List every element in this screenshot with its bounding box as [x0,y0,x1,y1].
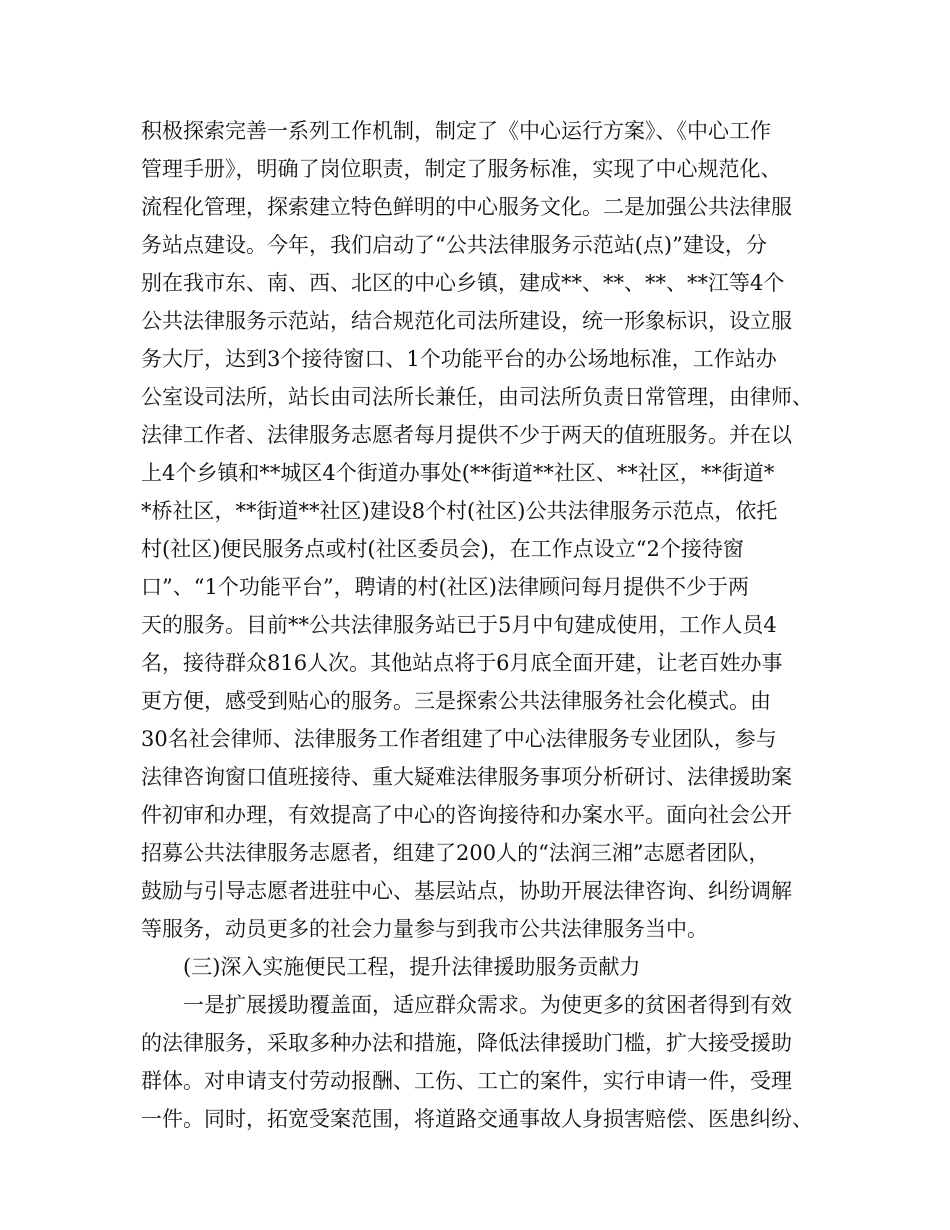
text-line: 务站点建设。今年，我们启动了“公共法律服务示范站(点)”建设，分 [141,233,767,257]
text-line: 群体。对申请支付劳动报酬、工伤、工亡的案件，实行申请一件，受理 [141,1069,792,1093]
body-text [141,112,821,1138]
text-line: 务大厅，达到3个接待窗口、1个功能平台的办公场地标准，工作站办 [141,347,777,371]
text-line: 流程化管理，探索建立特色鲜明的中心服务文化。二是加强公共法律服 [141,195,792,219]
text-line: 的法律服务，采取多种办法和措施，降低法律援助门槛，扩大接受援助 [141,1031,792,1055]
text-line: 别在我市东、南、西、北区的中心乡镇，建成**、**、**、**江等4个 [141,271,785,295]
text-line: 村(社区)便民服务点或村(社区委员会)，在工作点设立“2个接待窗 [141,537,744,561]
text-line: 天的服务。目前**公共法律服务站已于5月中旬建成使用，工作人员4 [141,613,777,637]
text-line: *桥社区，**街道**社区)建设8个村(社区)公共法律服务示范点，依托 [141,499,778,523]
text-line: 公室设司法所，站长由司法所长兼任，由司法所负责日常管理，由律师、 [141,385,813,409]
text-line: 招募公共法律服务志愿者，组建了200人的“法润三湘”志愿者团队， [141,841,770,865]
paragraph-start: 一是扩展援助覆盖面，适应群众需求。为使更多的贫困者得到有效 [183,993,792,1017]
text-line: 管理手册》，明确了岗位职责，制定了服务标准，实现了中心规范化、 [141,157,782,181]
text-line: 鼓励与引导志愿者进驻中心、基层站点，协助开展法律咨询、纠纷调解 [141,879,792,903]
text-line: 等服务，动员更多的社会力量参与到我市公共法律服务当中。 [141,917,708,941]
text-line: 公共法律服务示范站，结合规范化司法所建设，统一形象标识，设立服 [141,309,792,333]
text-line: 30名社会律师、法律服务工作者组建了中心法律服务专业团队，参与 [141,727,777,751]
text-line: 名，接待群众816人次。其他站点将于6月底全面开建，让老百姓办事 [141,651,783,675]
text-line: 积极探索完善一系列工作机制，制定了《中心运行方案》、《中心工作 [141,119,771,143]
text-line: 法律工作者、法律服务志愿者每月提供不少于两天的值班服务。并在以 [141,423,792,447]
text-line: 件初审和办理，有效提高了中心的咨询接待和办案水平。面向社会公开 [141,803,792,827]
text-line: 一件。同时，拓宽受案范围，将道路交通事故人身损害赔偿、医患纠纷、 [141,1107,813,1131]
text-line: 更方便，感受到贴心的服务。三是探索公共法律服务社会化模式。由 [141,689,771,713]
text-line: 口”、“1个功能平台”，聘请的村(社区)法律顾问每月提供不少于两 [141,575,749,599]
section-heading: (三)深入实施便民工程，提升法律援助服务贡献力 [183,955,641,979]
text-line: 上4个乡镇和**城区4个街道办事处(**街道**社区、**社区，**街道* [141,461,775,485]
text-line: 法律咨询窗口值班接待、重大疑难法律服务事项分析研讨、法律援助案 [141,765,792,789]
